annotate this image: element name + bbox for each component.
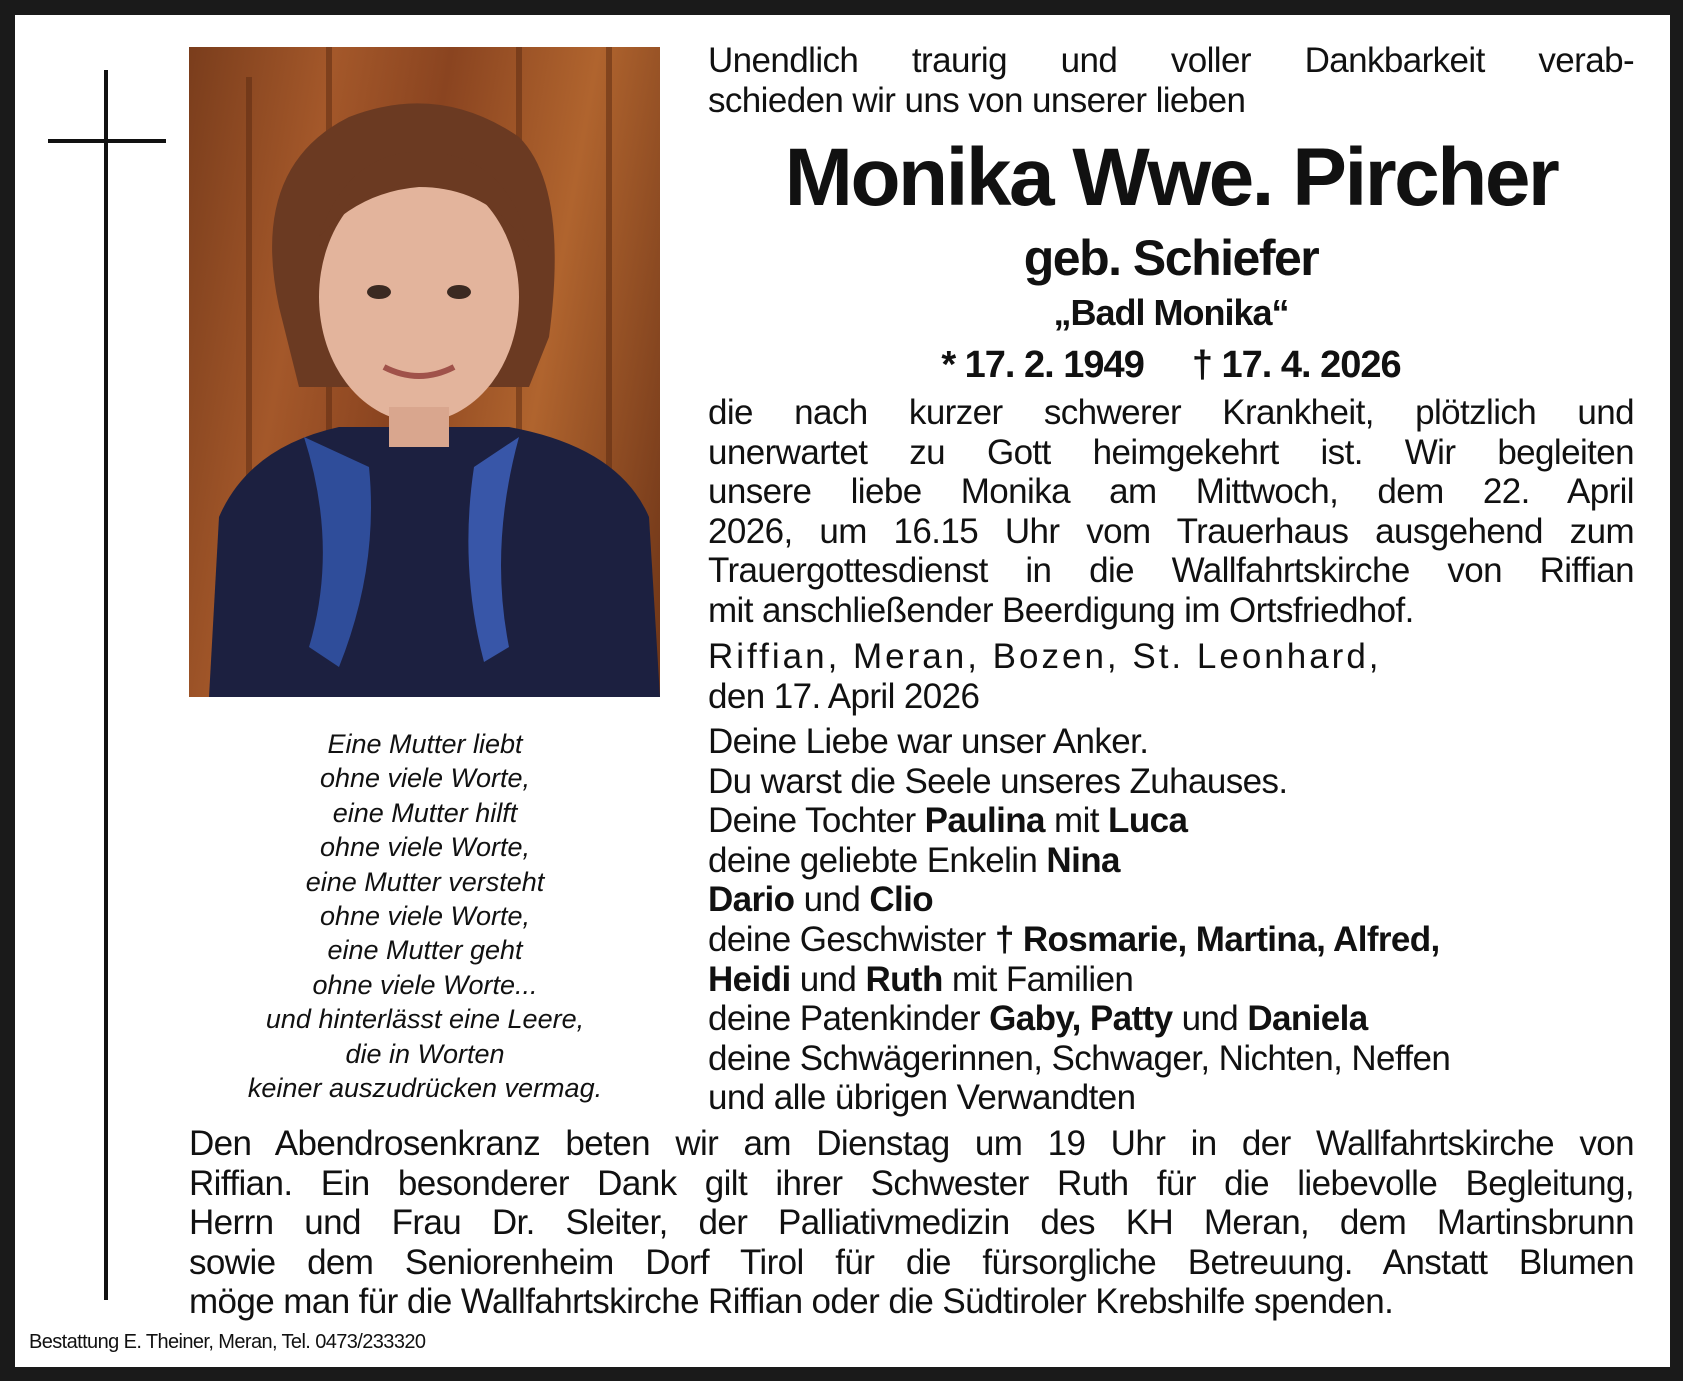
announcement-line: unerwartet zu Gott heimgekehrt ist. Wir begleiten [708, 432, 1634, 472]
mourner-line [708, 841, 1634, 881]
announcement-line: unsere liebe Monika am Mittwoch, dem 22. April [708, 472, 1634, 512]
funeral-announcement [708, 393, 1634, 631]
mourner-text: mit [1044, 801, 1109, 841]
mourner-text: und [1172, 999, 1248, 1039]
mourner-line [708, 999, 1634, 1039]
mourner-line [708, 1078, 1634, 1118]
mourner-text: Du warst die Seele unseres Zuhauses. [708, 761, 1288, 801]
poem-line: ohne viele Worte, [319, 832, 531, 863]
nickname: „Badl Monika“ [1053, 292, 1289, 333]
poem-line: ohne viele Worte, [319, 763, 531, 794]
date-line: den 17. April 2026 [708, 676, 980, 716]
poem-line: eine Mutter versteht [305, 866, 545, 897]
mourner-line [708, 1039, 1634, 1079]
mourner-text: und [790, 959, 866, 999]
mourner-line [708, 762, 1634, 802]
mourner-text: mit Familien [942, 959, 1134, 999]
closing-line: möge man für die Wallfahrtskirche Riffian oder die Südtiroler Krebshilfe spenden. [189, 1282, 1394, 1322]
poem-line: keiner auszudrücken vermag. [247, 1073, 603, 1104]
poem-line: ohne viele Worte... [312, 969, 538, 1000]
mourner-text: deine Geschwister [708, 919, 995, 959]
intro-text [708, 41, 1634, 120]
mourner-line [708, 920, 1634, 960]
mourner-line [708, 722, 1634, 762]
closing-paragraph [189, 1124, 1634, 1322]
cross-icon-bar [48, 139, 166, 143]
mourner-line [708, 960, 1634, 1000]
poem [200, 727, 650, 1105]
mourner-text: Deine Liebe war unser Anker. [708, 722, 1149, 761]
mourner-name: Heidi [708, 959, 791, 999]
closing-line: Den Abendrosenkranz beten wir am Dienstag um 19 Uhr in der Wallfahrtskirche von [189, 1124, 1634, 1163]
announcement-line: mit anschließender Beerdigung im Ortsfriedhof. [708, 590, 1414, 630]
poem-line: Eine Mutter liebt [327, 729, 523, 759]
mourners-list [708, 722, 1634, 1118]
cross-icon [104, 70, 108, 1300]
life-dates [708, 343, 1634, 387]
mourner-text: und alle übrigen Verwandten [708, 1078, 1136, 1118]
intro-line: Unendlich traurig und voller Dankbarkeit verab- [708, 41, 1634, 80]
mourner-name: Daniela [1247, 999, 1368, 1039]
poem-line: und hinterlässt eine Leere, [265, 1004, 585, 1035]
place-line: Riffian, Meran, Bozen, St. Leonhard, [708, 637, 1382, 676]
funeral-home-footer: Bestattung E. Theiner, Meran, Tel. 0473/233320 [29, 1331, 426, 1353]
poem-line: ohne viele Worte, [319, 901, 531, 932]
mourner-name: Dario [708, 880, 795, 920]
maiden-name: geb. Schiefer [1023, 230, 1319, 286]
closing-line: Herrn und Frau Dr. Sleiter, der Palliativmedizin des KH Meran, dem Martinsbrunn [189, 1203, 1634, 1243]
mourner-name: Clio [869, 880, 934, 920]
mourner-text: deine Schwägerinnen, Schwager, Nichten, Neffen [708, 1038, 1451, 1078]
closing-line: Riffian. Ein besonderer Dank gilt ihrer Schwester Ruth für die liebevolle Begleitung, [189, 1163, 1634, 1203]
mourner-name: Nina [1046, 840, 1120, 880]
poem-line: eine Mutter hilft [332, 797, 518, 828]
mourner-text: Deine Tochter [708, 801, 925, 841]
announcement-line: die nach kurzer schwerer Krankheit, plötzlich und [708, 393, 1634, 432]
mourner-name: Gaby, Patty [989, 999, 1173, 1039]
deceased-name: Monika Wwe. Pircher [784, 132, 1558, 223]
place-date [708, 637, 1634, 716]
mourner-line [708, 801, 1634, 841]
mourner-text: deine geliebte Enkelin [708, 840, 1047, 880]
mourner-text: deine Patenkinder [708, 999, 990, 1039]
poem-line: eine Mutter geht [327, 935, 523, 966]
mourner-name: † Rosmarie, Martina, Alfred, [994, 919, 1440, 959]
announcement-line: 2026, um 16.15 Uhr vom Trauerhaus ausgehend zum [708, 511, 1634, 551]
intro-line: schieden wir uns von unserer lieben [708, 80, 1246, 120]
birth-date: * 17. 2. 1949 [941, 344, 1144, 386]
mourner-name: Paulina [924, 801, 1045, 841]
mourner-text: und [794, 880, 870, 920]
mourner-line [708, 880, 1634, 920]
death-date: † 17. 4. 2026 [1191, 344, 1401, 386]
closing-line: sowie dem Seniorenheim Dorf Tirol für die fürsorgliche Betreuung. Anstatt Blumen [189, 1242, 1634, 1282]
mourner-name: Luca [1108, 801, 1188, 841]
announcement-line: Trauergottesdienst in die Wallfahrtskirche von Riffian [708, 551, 1634, 591]
poem-line: die in Worten [345, 1038, 505, 1069]
portrait-photo [189, 47, 660, 697]
mourner-name: Ruth [865, 959, 943, 999]
